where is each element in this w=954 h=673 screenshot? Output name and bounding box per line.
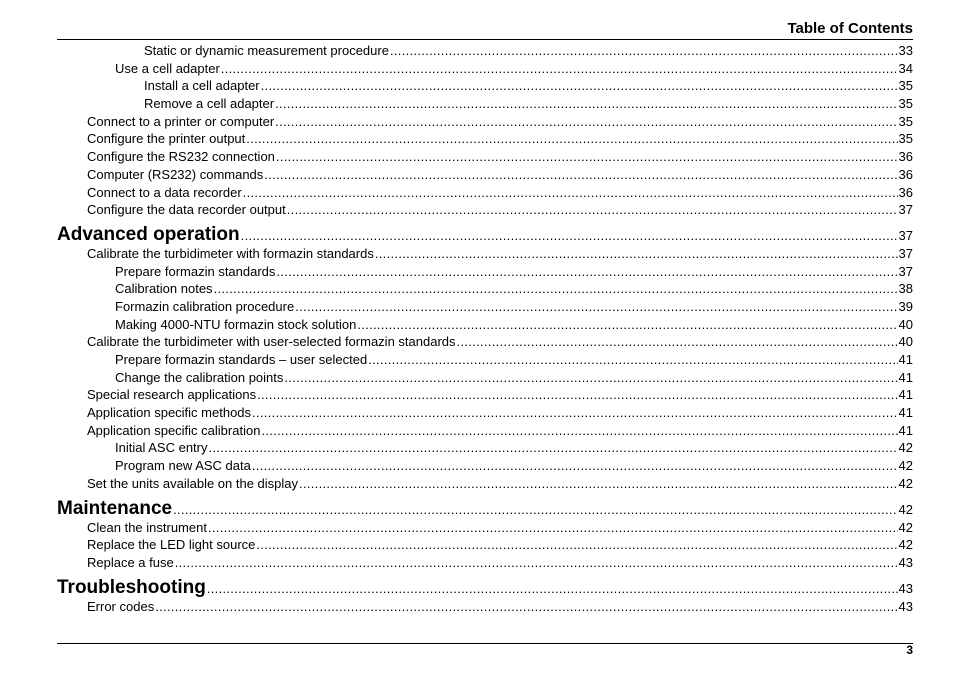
- toc-entry[interactable]: [57, 42, 913, 60]
- dot-leader: [214, 280, 898, 298]
- toc-entry-title: Calibrate the turbidimeter with user-selected formazin standards: [87, 334, 456, 350]
- dot-leader: [209, 439, 898, 457]
- running-header-title: Table of Contents: [787, 20, 913, 37]
- toc-entry-title: Configure the printer output: [87, 131, 246, 147]
- dot-leader: [287, 201, 898, 219]
- toc-entry-title: Troubleshooting: [57, 576, 206, 598]
- dot-leader: [375, 245, 898, 263]
- header-divider: [57, 39, 913, 40]
- toc-entry-title: Set the units available on the display: [87, 475, 299, 491]
- toc-entry-page: 36: [898, 166, 913, 182]
- toc-entry-title: Error codes: [87, 598, 155, 614]
- dot-leader: [221, 60, 898, 78]
- dot-leader: [241, 225, 898, 246]
- dot-leader: [155, 598, 897, 616]
- toc-entry[interactable]: [57, 536, 913, 554]
- toc-entry[interactable]: [57, 113, 913, 131]
- toc-entry-page: 37: [898, 245, 913, 261]
- dot-leader: [173, 499, 897, 520]
- toc-entry-title: Application specific methods: [87, 405, 252, 421]
- toc-entry-title: Configure the data recorder output: [87, 202, 286, 218]
- page-number: 3: [906, 643, 913, 657]
- toc-entry[interactable]: [57, 351, 913, 369]
- toc-entry-title: Connect to a data recorder: [87, 184, 242, 200]
- toc-entry[interactable]: [57, 148, 913, 166]
- dot-leader: [276, 263, 897, 281]
- dot-leader: [357, 316, 897, 334]
- dot-leader: [275, 113, 897, 131]
- dot-leader: [175, 554, 898, 572]
- toc-entry-title: Computer (RS232) commands: [87, 166, 264, 182]
- dot-leader: [252, 404, 898, 422]
- toc-entry[interactable]: [57, 263, 913, 281]
- toc-entry-page: 36: [898, 149, 913, 165]
- toc-entry-page: 41: [898, 352, 913, 367]
- toc-entry-page: 33: [898, 43, 913, 58]
- toc-entry-page: 41: [898, 369, 913, 385]
- toc-entry[interactable]: [57, 422, 913, 440]
- toc-entry[interactable]: [57, 298, 913, 316]
- toc-entry-page: 42: [898, 501, 913, 517]
- toc-entry[interactable]: [57, 316, 913, 334]
- toc-entry[interactable]: [57, 166, 913, 184]
- toc-entry-title: Replace the LED light source: [87, 537, 256, 553]
- toc-entry-page: 34: [898, 60, 913, 76]
- toc-entry[interactable]: [57, 280, 913, 298]
- dot-leader: [243, 184, 898, 202]
- toc-entry[interactable]: [57, 77, 913, 95]
- toc-entry-page: 43: [898, 598, 913, 614]
- toc-entry-page: 43: [898, 554, 913, 570]
- dot-leader: [457, 333, 898, 351]
- toc-entry[interactable]: [57, 95, 913, 113]
- toc-entry-page: 38: [898, 281, 913, 297]
- toc-entry-page: 40: [898, 316, 913, 332]
- dot-leader: [256, 536, 897, 554]
- toc-entry-page: 35: [898, 78, 913, 94]
- toc-entry-page: 41: [898, 422, 913, 438]
- toc-entry-page: 42: [898, 537, 913, 553]
- dot-leader: [275, 95, 897, 113]
- toc-entry[interactable]: [57, 475, 913, 493]
- table-of-contents: [57, 42, 913, 615]
- toc-entry-title: Connect to a printer or computer: [87, 113, 275, 129]
- toc-entry-title: Clean the instrument: [87, 519, 207, 535]
- toc-entry-title: Replace a fuse: [87, 554, 174, 570]
- toc-entry[interactable]: [57, 184, 913, 202]
- toc-entry-title: Calibrate the turbidimeter with formazin standards: [87, 245, 374, 261]
- toc-entry-page: 42: [898, 458, 913, 474]
- dot-leader: [208, 519, 898, 537]
- toc-entry[interactable]: [57, 404, 913, 422]
- dot-leader: [299, 475, 898, 493]
- toc-entry[interactable]: [57, 386, 913, 404]
- toc-entry[interactable]: [57, 130, 913, 148]
- toc-entry-page: 43: [898, 580, 913, 596]
- toc-entry-page: 37: [898, 227, 913, 243]
- toc-entry-page: 41: [898, 387, 913, 403]
- toc-entry-title: Use a cell adapter: [115, 60, 220, 76]
- dot-leader: [246, 130, 897, 148]
- toc-entry-title: Application specific calibration: [87, 422, 261, 438]
- toc-entry-title: Configure the RS232 connection: [87, 149, 275, 165]
- toc-entry-page: 35: [898, 113, 913, 129]
- toc-entry[interactable]: [57, 245, 913, 263]
- dot-leader: [390, 42, 898, 60]
- toc-entry-title: Initial ASC entry: [115, 440, 208, 456]
- toc-entry[interactable]: [57, 333, 913, 351]
- toc-entry-page: 35: [898, 131, 913, 147]
- toc-entry-title: Install a cell adapter: [144, 78, 260, 94]
- dot-leader: [261, 77, 898, 95]
- toc-chapter-entry[interactable]: [57, 577, 913, 598]
- toc-entry-page: 36: [898, 184, 913, 200]
- toc-entry-title: Making 4000-NTU formazin stock solution: [115, 316, 357, 332]
- toc-entry-title: Formazin calibration procedure: [115, 298, 295, 314]
- toc-entry[interactable]: [57, 369, 913, 387]
- toc-entry-title: Calibration notes: [115, 281, 213, 297]
- toc-entry[interactable]: [57, 60, 913, 78]
- toc-chapter-entry[interactable]: [57, 224, 913, 245]
- dot-leader: [252, 457, 898, 475]
- toc-entry[interactable]: [57, 598, 913, 616]
- toc-entry[interactable]: [57, 457, 913, 475]
- toc-entry-page: 42: [898, 475, 913, 491]
- toc-entry-title: Static or dynamic measurement procedure: [144, 43, 389, 58]
- toc-entry-title: Change the calibration points: [115, 369, 284, 385]
- dot-leader: [261, 422, 897, 440]
- dot-leader: [284, 369, 897, 387]
- toc-entry[interactable]: [57, 554, 913, 572]
- footer-divider: [57, 643, 913, 644]
- toc-entry-title: Remove a cell adapter: [144, 96, 275, 112]
- toc-chapter-entry[interactable]: [57, 498, 913, 519]
- toc-entry-page: 42: [898, 440, 913, 456]
- toc-entry-title: Prepare formazin standards: [115, 263, 276, 279]
- dot-leader: [207, 578, 898, 599]
- toc-entry-page: 39: [898, 298, 913, 314]
- toc-entry-title: Special research applications: [87, 387, 257, 403]
- toc-entry-page: 35: [898, 96, 913, 112]
- dot-leader: [368, 351, 897, 369]
- toc-entry-page: 37: [898, 263, 913, 279]
- toc-entry-page: 37: [898, 202, 913, 218]
- toc-entry-page: 42: [898, 519, 913, 535]
- dot-leader: [295, 298, 897, 316]
- toc-entry-title: Prepare formazin standards – user selected: [115, 352, 368, 367]
- toc-entry[interactable]: [57, 201, 913, 219]
- dot-leader: [257, 386, 897, 404]
- toc-entry-page: 41: [898, 405, 913, 421]
- dot-leader: [276, 148, 898, 166]
- toc-entry-page: 40: [898, 334, 913, 350]
- toc-entry-title: Advanced operation: [57, 223, 240, 245]
- dot-leader: [264, 166, 897, 184]
- toc-entry[interactable]: [57, 439, 913, 457]
- toc-entry-title: Program new ASC data: [115, 458, 251, 474]
- toc-entry[interactable]: [57, 519, 913, 537]
- toc-entry-title: Maintenance: [57, 497, 173, 519]
